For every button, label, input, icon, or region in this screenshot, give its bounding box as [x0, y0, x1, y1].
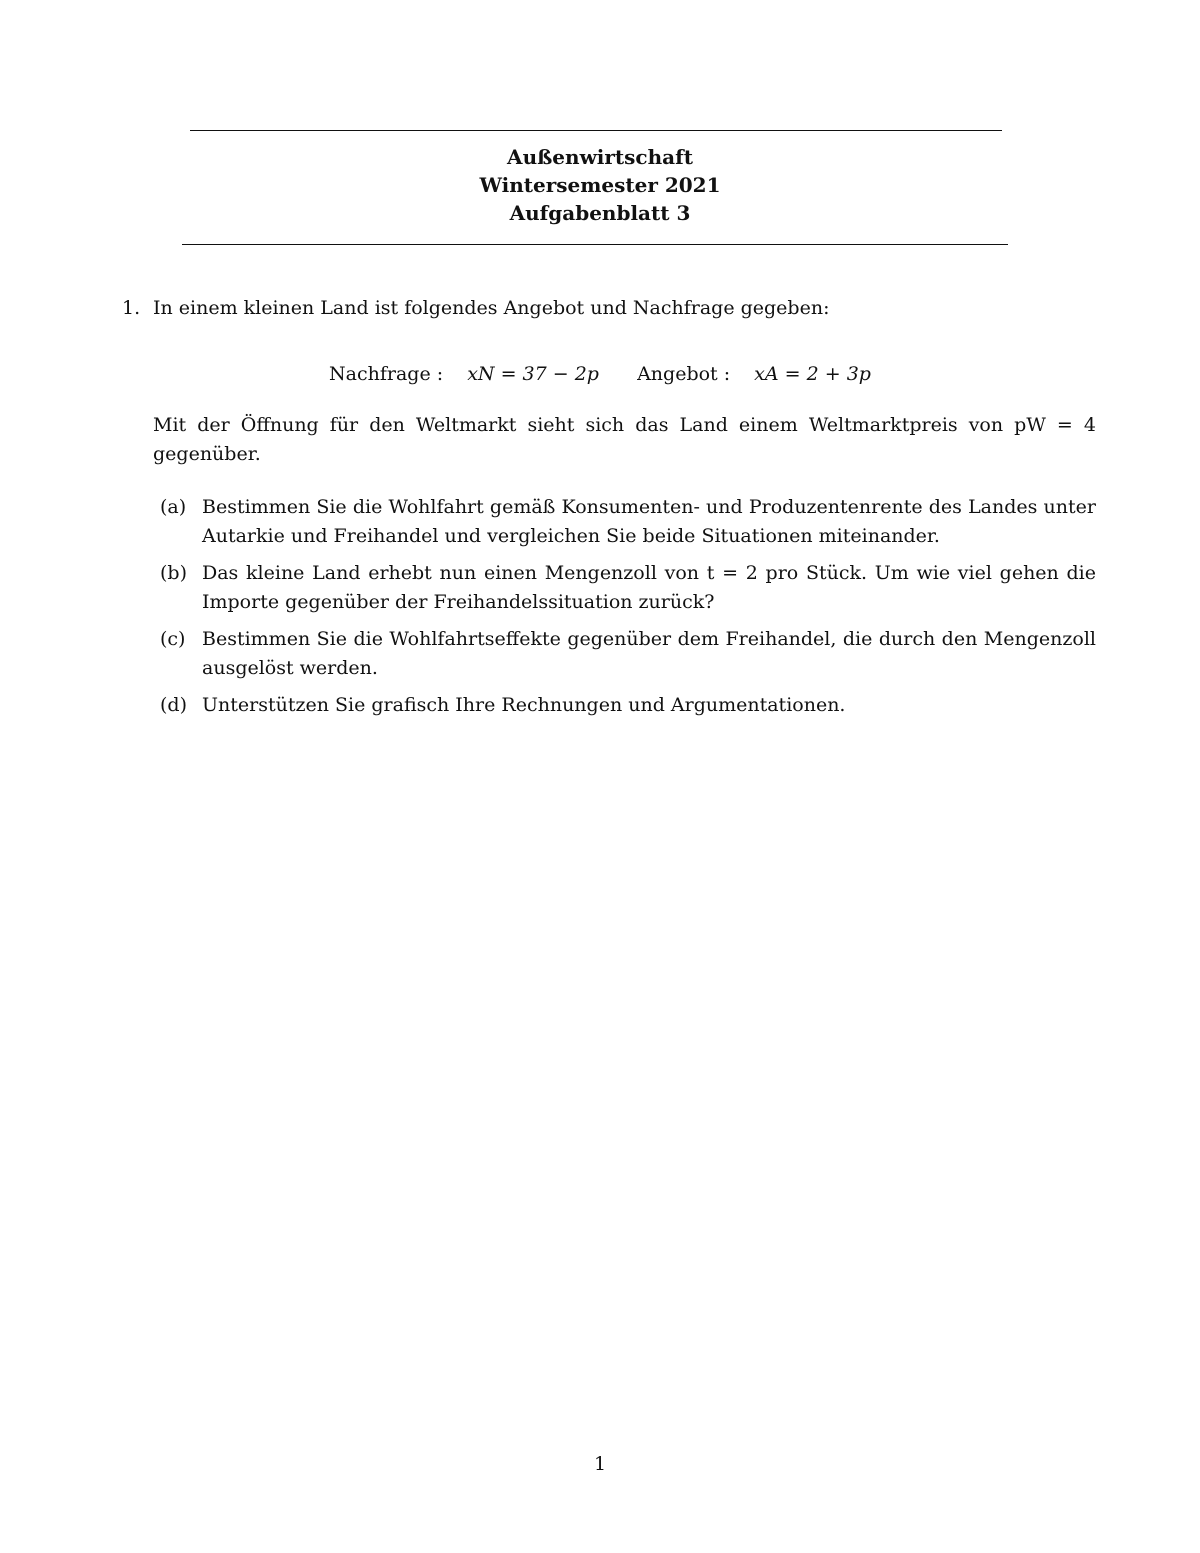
subtask-label: (b): [160, 562, 187, 584]
demand-label: Nachfrage :: [329, 363, 444, 385]
semester-label: Wintersemester 2021: [479, 173, 721, 197]
subtask-label: (d): [160, 694, 187, 716]
subtask-c: [160, 625, 1096, 683]
sheet-title: Aufgabenblatt 3: [509, 201, 691, 225]
task-context: Mit der Öffnung für den Weltmarkt sieht sich das Land einem Weltmarktpreis von pW = 4 gegenüber.: [153, 414, 1096, 465]
document-header: [0, 143, 1200, 227]
subtask-text: Bestimmen Sie die Wohlfahrtseffekte gegenüber dem Freihandel, die durch den Mengenzoll ausgelöst werden.: [202, 628, 1096, 679]
subtask-label: (a): [160, 496, 187, 518]
supply-formula: xA = 2 + 3p: [754, 363, 871, 385]
task-intro: In einem kleinen Land ist folgendes Angebot und Nachfrage gegeben:: [153, 297, 830, 319]
demand-formula: xN = 37 − 2p: [467, 363, 599, 385]
subtask-text: Unterstützen Sie grafisch Ihre Rechnungen und Argumentationen.: [202, 694, 846, 716]
subtask-b: [160, 559, 1096, 617]
header-rule-top: [190, 130, 1002, 131]
subtask-label: (c): [160, 628, 186, 650]
task-number: 1.: [122, 297, 141, 319]
supply-demand-equation: [0, 360, 1200, 388]
subtask-list: [160, 493, 1096, 728]
subtask-text: Bestimmen Sie die Wohlfahrt gemäß Konsumenten- und Produzentenrente des Landes unter Autarkie und Freihandel und vergleichen Sie beide Situationen miteinander.: [202, 496, 1096, 547]
subtask-a: [160, 493, 1096, 551]
header-rule-bottom: [182, 244, 1008, 245]
page-number: 1: [593, 1453, 607, 1475]
supply-label: Angebot :: [637, 363, 731, 385]
subtask-text: Das kleine Land erhebt nun einen Mengenzoll von t = 2 pro Stück. Um wie viel gehen die Importe gegenüber der Freihandelssituation zurück?: [202, 562, 1096, 613]
subtask-d: [160, 691, 1096, 720]
course-title: Außenwirtschaft: [507, 145, 693, 169]
